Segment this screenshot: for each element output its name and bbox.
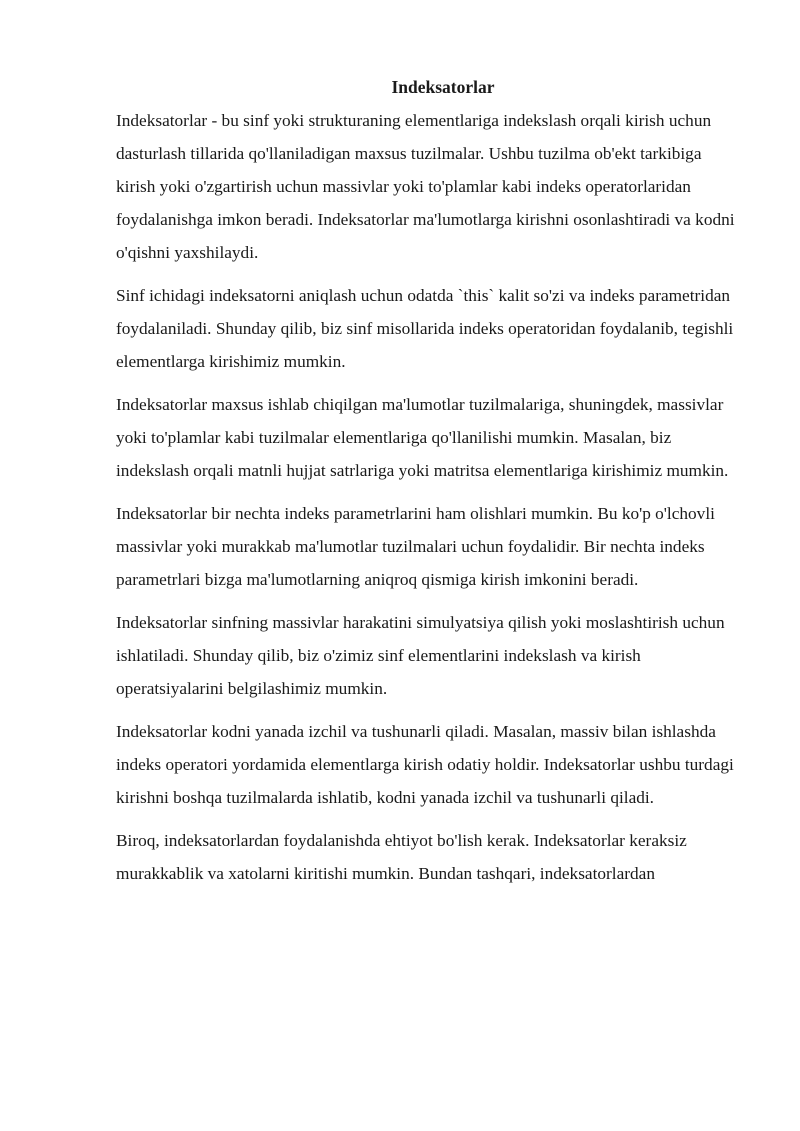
paragraph-2: Sinf ichidagi indeksatorni aniqlash uchun odatda `this` kalit so'zi va indeks parametridan foydalaniladi. Shunday qilib, biz sinf misollarida indeks operatoridan foydalanib, tegishli elementlarga kirishimiz mumkin. bbox=[116, 286, 734, 371]
paragraph-1: Indeksatorlar - bu sinf yoki strukturaning elementlariga indekslash orqali kirish uchun dasturlash tillarida qo'llaniladigan maxsus tuzilmalar. Ushbu tuzilma ob'ekt tarkibiga kirish yoki o'zgartirish uchun massivlar yoki to'plamlar kabi indeks operatorlaridan foydalanishga imkon beradi. Indeksatorlar ma'lumotlarga kirishni osonlashtiradi va kodni o'qishni yaxshilaydi. bbox=[116, 111, 735, 262]
paragraph-7: Biroq, indeksatorlardan foydalanishda ehtiyot bo'lish kerak. Indeksatorlar keraksiz murakkablik va xatolarni kiritishi mumkin. Bundan tashqari, indeksatorlardan bbox=[116, 831, 687, 883]
paragraph-5: Indeksatorlar sinfning massivlar harakatini simulyatsiya qilish yoki moslashtirish uchun ishlatiladi. Shunday qilib, biz o'zimiz sinf elementlarini indekslash va kirish operatsiyalarini belgilashimiz mumkin. bbox=[116, 613, 725, 698]
paragraph-6: Indeksatorlar kodni yanada izchil va tushunarli qiladi. Masalan, massiv bilan ishlashda indeks operatori yordamida elementlarga kirish odatiy holdir. Indeksatorlar ushbu turdagi kirishni boshqa tuzilmalarda ishlatib, kodni yanada izchil va tushunarli qiladi. bbox=[116, 722, 734, 807]
paragraph-4: Indeksatorlar bir nechta indeks parametrlarini ham olishlari mumkin. Bu ko'p o'lchovli massivlar yoki murakkab ma'lumotlar tuzilmalari uchun foydalidir. Bir nechta indeks parametrlari bizga ma'lumotlarning aniqroq qismiga kirish imkonini beradi. bbox=[116, 504, 715, 589]
paragraph-3: Indeksatorlar maxsus ishlab chiqilgan ma'lumotlar tuzilmalariga, shuningdek, massivlar yoki to'plamlar kabi tuzilmalar elementlariga qo'llanilishi mumkin. Masalan, biz indekslash orqali matnli hujjat satrlariga yoki matritsa elementlariga kirishimiz mumkin. bbox=[116, 395, 729, 480]
document-title: Indeksatorlar bbox=[391, 77, 495, 97]
